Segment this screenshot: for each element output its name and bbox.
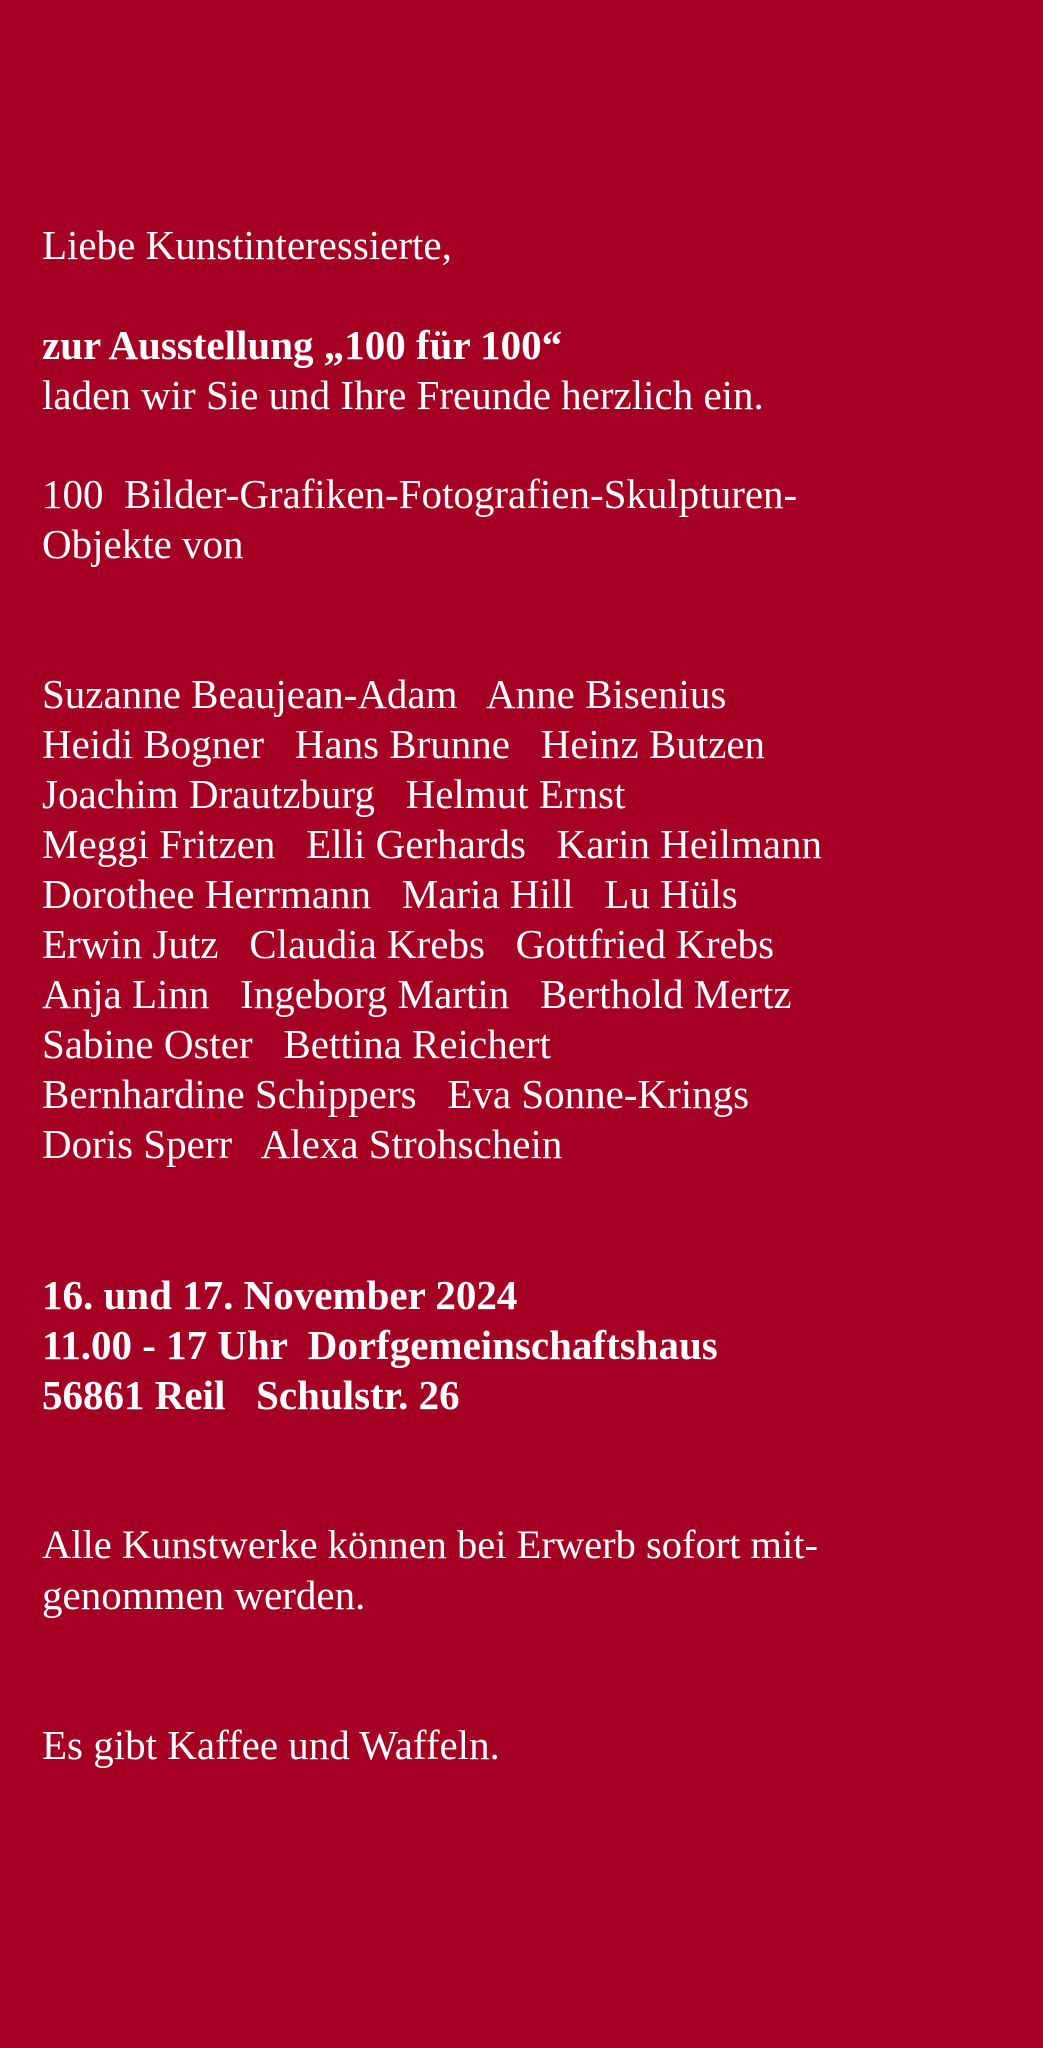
artist-row: Meggi Fritzen Elli Gerhards Karin Heilmann: [42, 821, 822, 867]
artist-row: Suzanne Beaujean-Adam Anne Bisenius: [42, 671, 727, 717]
artist-row: Erwin Jutz Claudia Krebs Gottfried Krebs: [42, 921, 775, 967]
event-address: 56861 Reil Schulstr. 26: [42, 1372, 460, 1418]
greeting: Liebe Kunstinteressierte,: [42, 222, 452, 268]
artist-row: Sabine Oster Bettina Reichert: [42, 1021, 551, 1067]
purchase-line-2: genommen werden.: [42, 1572, 366, 1618]
artist-row: Doris Sperr Alexa Strohschein: [42, 1121, 563, 1167]
invitation-text: laden wir Sie und Ihre Freunde herzlich ein.: [42, 372, 764, 418]
refreshments-note: Es gibt Kaffee und Waffeln.: [42, 1722, 500, 1768]
purchase-line-1: Alle Kunstwerke können bei Erwerb sofort mit-: [42, 1522, 819, 1567]
works-line-1: 100 Bilder-Grafiken-Fotografien-Skulpturen-: [42, 471, 798, 517]
event-dates: 16. und 17. November 2024: [42, 1272, 518, 1318]
artist-row: Anja Linn Ingeborg Martin Berthold Mertz: [42, 971, 792, 1017]
artist-row: Dorothee Herrmann Maria Hill Lu Hüls: [42, 871, 738, 917]
exhibition-headline: zur Ausstellung „100 für 100“: [42, 322, 563, 368]
event-time-venue: 11.00 - 17 Uhr Dorfgemeinschaftshaus: [42, 1322, 718, 1368]
artist-row: Bernhardine Schippers Eva Sonne-Krings: [42, 1071, 750, 1117]
works-line-2: Objekte von: [42, 521, 244, 567]
artist-row: Heidi Bogner Hans Brunne Heinz Butzen: [42, 721, 766, 767]
artist-row: Joachim Drautzburg Helmut Ernst: [42, 771, 626, 817]
